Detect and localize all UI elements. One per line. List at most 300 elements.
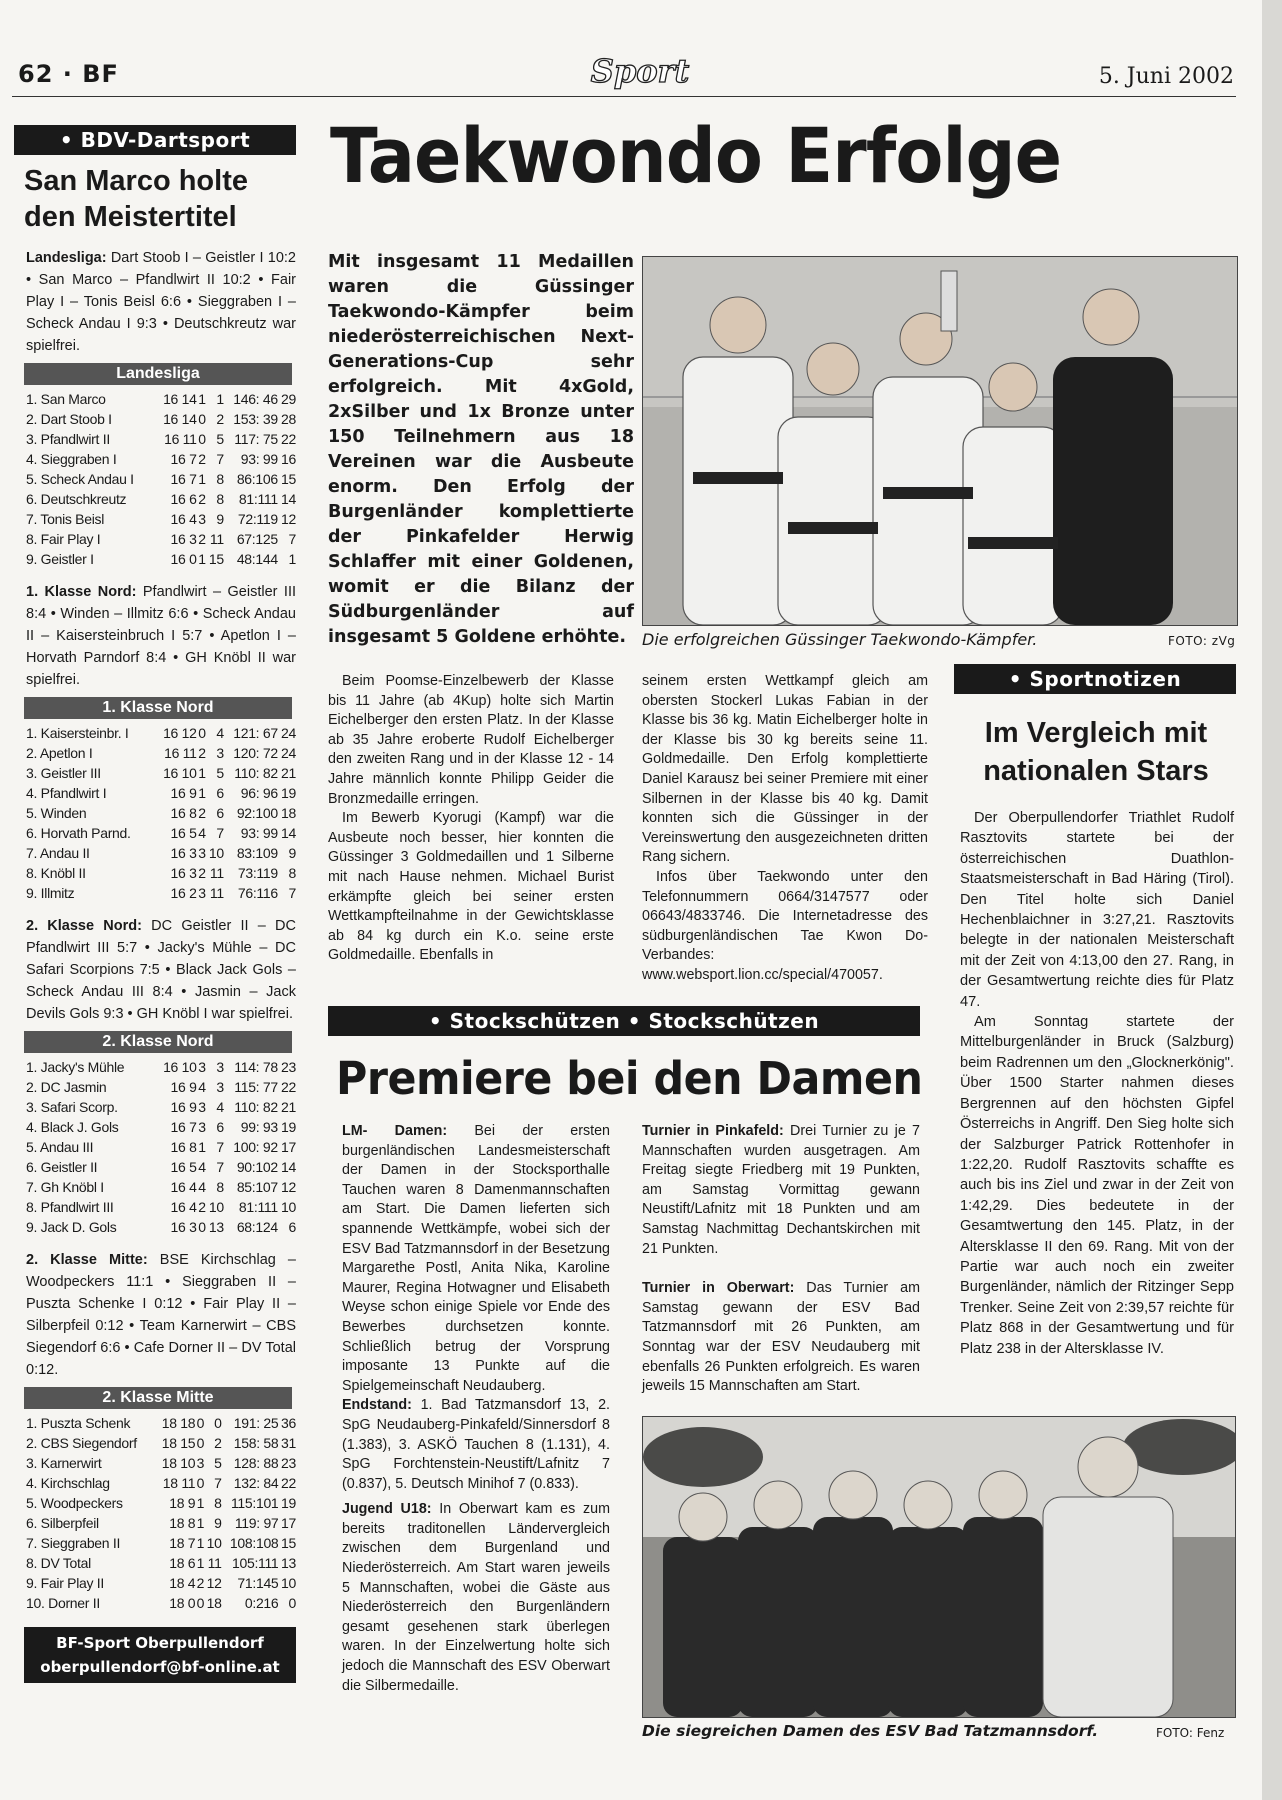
standings-cell: 21 xyxy=(281,1099,296,1115)
standings-cell: 76:116 xyxy=(237,885,278,901)
standings-cell: 11 xyxy=(207,1555,222,1571)
standings-row xyxy=(26,1533,296,1553)
standings-row xyxy=(26,1177,296,1197)
standings-cell: 96: 96 xyxy=(240,785,278,801)
standings-cell: 153: 39 xyxy=(233,411,278,427)
team-name: 1. Jacky's Mühle xyxy=(26,1059,125,1075)
standings-row xyxy=(26,1157,296,1177)
standings-cell: 24 xyxy=(281,745,296,761)
standings-cell: 105:111 xyxy=(231,1555,279,1571)
standings-cell: 68:124 xyxy=(236,1219,278,1235)
standings-row xyxy=(26,509,296,529)
taekwondo-photo-caption: Die erfolgreichen Güssinger Taekwondo-Kämpfer. xyxy=(642,630,1038,649)
taekwondo-photo-credit: FOTO: zVg xyxy=(1168,634,1236,648)
sportnotizen-text xyxy=(960,808,1234,1359)
standings-cell: 1 xyxy=(198,785,206,801)
standings-cell: 7 xyxy=(216,825,224,841)
standings-cell: 16 6 xyxy=(170,491,197,507)
stockschuetzen-column-2 xyxy=(642,1122,920,1397)
standings-row xyxy=(26,1197,296,1217)
standings-cell: 18 8 xyxy=(169,1515,196,1531)
standings-row xyxy=(26,1513,296,1533)
standings-cell: 7 xyxy=(216,451,224,467)
standings-cell: 117: 75 xyxy=(234,431,278,447)
standings-cell: 18 xyxy=(281,805,296,821)
standings-cell: 16 9 xyxy=(170,785,197,801)
team-name: 7. Tonis Beisl xyxy=(26,511,105,527)
standings-row xyxy=(26,1553,296,1573)
standings-cell: 17 xyxy=(281,1139,296,1155)
klasse-nord-1-results: 1. Klasse Nord: Pfandlwirt – Geistler III 8:4 • Winden – Illmitz 6:6 • Scheck Andau II – Kaisersteinbruch I 5:7 • Apetlon I – Horvath Parndorf 8:4 • GH Knöbl II war spielfrei. xyxy=(26,584,296,688)
standings-cell: 16 11 xyxy=(164,745,197,761)
standings-cell: 120: 72 xyxy=(233,745,278,761)
taekwondo-paragraph: Im Bewerb Kyorugi (Kampf) war die Ausbeute noch besser, hier konnten die Güssinger 3 Goldmedaillen und 1 Silberne mit nach Hause nehmen. Michael Burist erkämpfte gleich bei seiner ersten Wettkampfteilnahme in der Gewichtsklasse ab 84 kg durch ein K.o. seine erste Goldmedaille. Ebenfalls in xyxy=(328,810,614,964)
standings-cell: 4 xyxy=(198,1079,206,1095)
standings-cell: 16 3 xyxy=(170,865,197,881)
standings-cell: 1 xyxy=(288,551,296,567)
standings-cell: 2 xyxy=(214,1435,222,1451)
standings-cell: 28 xyxy=(281,411,296,427)
standings-cell: 121: 67 xyxy=(233,725,278,741)
standings-cell: 8 xyxy=(216,1179,224,1195)
standings-cell: 108:108 xyxy=(229,1535,279,1551)
team-name: 5. Andau III xyxy=(26,1139,94,1155)
team-name: 8. Fair Play I xyxy=(26,531,101,547)
header-rule xyxy=(12,96,1236,97)
team-name: 2. Dart Stoob I xyxy=(26,411,112,427)
klasse-nord-2-table-title: 2. Klasse Nord xyxy=(24,1031,292,1053)
standings-cell: 2 xyxy=(198,805,206,821)
standings-cell: 1 xyxy=(196,1555,205,1571)
standings-cell: 81:111 xyxy=(238,491,278,507)
team-name: 3. Safari Scorp. xyxy=(26,1099,118,1115)
stockschuetzen-photo xyxy=(642,1416,1236,1718)
standings-cell: 16 14 xyxy=(163,411,197,427)
standings-cell: 92:100 xyxy=(236,805,278,821)
standings-cell: 10 xyxy=(208,845,224,861)
team-name: 3. Geistler III xyxy=(26,765,101,781)
standings-cell: 2 xyxy=(198,745,206,761)
team-name: 7. Andau II xyxy=(26,845,90,861)
standings-cell: 71:145 xyxy=(237,1575,279,1591)
standings-cell: 16 10 xyxy=(163,765,197,781)
standings-cell: 15 xyxy=(281,471,296,487)
standings-cell: 16 9 xyxy=(170,1099,197,1115)
standings-cell: 18 xyxy=(206,1595,222,1611)
dartsport-headline: San Marco holte den Meistertitel xyxy=(24,165,248,233)
standings-cell: 16 xyxy=(281,451,296,467)
team-name: 9. Geistler I xyxy=(26,551,94,567)
standings-cell: 12 xyxy=(206,1575,222,1591)
standings-cell: 99: 93 xyxy=(240,1119,278,1135)
team-name: 9. Illmitz xyxy=(26,885,75,901)
standings-cell: 0 xyxy=(198,725,206,741)
standings-cell: 7 xyxy=(288,885,296,901)
standings-cell: 16 7 xyxy=(170,1119,197,1135)
standings-cell: 2 xyxy=(196,1575,205,1591)
standings-cell: 110: 82 xyxy=(234,765,278,781)
issue-date: 5. Juni 2002 xyxy=(1098,64,1234,89)
stock-paragraph: Turnier in Pinkafeld: Drei Turnier zu je 7 Mannschaften wurden ausgetragen. Am Freitag siegte Friedberg mit 19 Punkten, am Samstag Vormittag gewann Neustift/Lafnitz mit 18 Punkten und am Samstag Nachmittag Dechantskirchen mit 21 Punkten. xyxy=(642,1123,920,1257)
taekwondo-photo xyxy=(642,256,1238,626)
standings-row xyxy=(26,803,296,823)
landesliga-table xyxy=(26,389,296,569)
standings-cell: 100: 92 xyxy=(233,1139,278,1155)
standings-cell: 21 xyxy=(281,765,296,781)
standings-cell: 10 xyxy=(281,1575,296,1591)
standings-cell: 2 xyxy=(198,865,206,881)
standings-cell: 16 3 xyxy=(170,845,197,861)
standings-row xyxy=(26,1573,296,1593)
standings-cell: 16 5 xyxy=(170,825,197,841)
standings-cell: 22 xyxy=(281,1079,296,1095)
standings-cell: 3 xyxy=(198,1119,206,1135)
taekwondo-paragraph: Infos über Taekwondo unter den Telefonnummern 0664/3147577 oder 06643/4833746. Die Internetadresse des südburgenländischen Tae Kwon Do-Verbandes: www.websport.lion.cc/special/470057. xyxy=(642,868,928,983)
standings-cell: 5 xyxy=(216,765,224,781)
standings-cell: 8 xyxy=(216,471,224,487)
standings-cell: 16 8 xyxy=(170,1139,197,1155)
team-name: 6. Deutschkreutz xyxy=(26,491,127,507)
standings-cell: 72:119 xyxy=(237,511,278,527)
stock-paragraph: Endstand: 1. Bad Tatzmansdorf 13, 2. SpG Neudauberg-Pinkafeld/Sinnersdorf 8 (1.383), 3. ASKÖ Tauchen 8 (1.131), 4. SpG Forchtenstein-Neustift/Lafnitz 7 (0.837), 5. Deutsch Minihof 7 (0.833). xyxy=(342,1397,610,1492)
standings-cell: 23 xyxy=(281,1059,296,1075)
standings-row xyxy=(26,1057,296,1077)
standings-row xyxy=(26,1473,296,1493)
standings-cell: 115: 77 xyxy=(234,1079,278,1095)
standings-row xyxy=(26,1493,296,1513)
standings-row xyxy=(26,743,296,763)
standings-cell: 16 12 xyxy=(163,725,197,741)
standings-cell: 22 xyxy=(281,1475,296,1491)
standings-row xyxy=(26,1117,296,1137)
standings-cell: 3 xyxy=(216,1059,224,1075)
standings-cell: 119: 97 xyxy=(234,1515,279,1531)
standings-row xyxy=(26,763,296,783)
standings-cell: 85:107 xyxy=(236,1179,278,1195)
standings-cell: 7 xyxy=(216,1159,224,1175)
page-edge xyxy=(1262,0,1282,1800)
standings-cell: 16 9 xyxy=(170,1079,197,1095)
standings-cell: 90:102 xyxy=(236,1159,278,1175)
standings-cell: 0 xyxy=(196,1435,205,1451)
team-name: 7. Gh Knöbl I xyxy=(26,1179,104,1195)
standings-cell: 14 xyxy=(281,825,296,841)
standings-cell: 18 10 xyxy=(161,1455,196,1471)
standings-cell: 19 xyxy=(281,1495,296,1511)
standings-row xyxy=(26,409,296,429)
team-name: 10. Dorner II xyxy=(26,1595,100,1611)
standings-cell: 12 xyxy=(281,1179,296,1195)
standings-cell: 8 xyxy=(288,865,296,881)
stock-paragraph: Jugend U18: In Oberwart kam es zum bereits traditonellen Ländervergleich zwischen dem Burgenland und Niederösterreich. Am Start waren jeweils 5 Mannschaften, wobei die Gäste aus Niederösterreich den Burgenländern gesamt gesehenen stark überlegen waren. In der Einzelwertung holte sich jedoch die Mannschaft des ESV Oberwart die Silbermedaille. xyxy=(342,1501,610,1694)
standings-cell: 158: 58 xyxy=(233,1435,279,1451)
contact-name: BF-Sport Oberpullendorf xyxy=(56,1634,264,1652)
standings-cell: 73:119 xyxy=(237,865,278,881)
standings-cell: 13 xyxy=(281,1555,296,1571)
standings-cell: 16 4 xyxy=(170,1179,197,1195)
team-name: 5. Winden xyxy=(26,805,87,821)
standings-cell: 0 xyxy=(198,411,206,427)
standings-cell: 18 11 xyxy=(162,1475,196,1491)
standings-cell: 6 xyxy=(288,1219,296,1235)
standings-cell: 18 6 xyxy=(169,1555,196,1571)
standings-cell: 3 xyxy=(198,1059,206,1075)
standings-cell: 9 xyxy=(288,845,296,861)
standings-row xyxy=(26,883,296,903)
stockschuetzen-photo-credit: FOTO: Fenz xyxy=(1156,1726,1225,1740)
sportnotizen-headline: Im Vergleich mit nationalen Stars xyxy=(983,717,1209,787)
team-name: 8. DV Total xyxy=(26,1555,91,1571)
landesliga-results: Landesliga: Dart Stoob I – Geistler I 10:2 • San Marco – Pfandlwirt II 10:2 • Fair Play I – Tonis Beisl 6:6 • Sieggraben I – Scheck Andau I 9:3 • Deutschkreutz war spielfrei. xyxy=(26,250,296,354)
sportnotizen-paragraph: Der Oberpullendorfer Triathlet Rudolf Rasztovits startete bei der österreichischen Duathlon-Staatsmeisterschaft in Bad Häring (Tirol). Den Titel holte sich Daniel Hechenblaichner in 3:27,21. Rasztovits belegte in der nationalen Meisterschaft mit der Zeit von 4:13,00 den 27. Rang, in der Gesamtwertung reichte dies für Platz 47. xyxy=(960,810,1234,1010)
standings-cell: 16 4 xyxy=(170,1199,197,1215)
sportnotizen-bar: • Sportnotizen xyxy=(954,664,1236,694)
team-name: 1. Puszta Schenk xyxy=(26,1415,131,1431)
standings-row xyxy=(26,1453,296,1473)
team-name: 8. Pfandlwirt III xyxy=(26,1199,114,1215)
standings-cell: 83:109 xyxy=(236,845,278,861)
standings-cell: 5 xyxy=(214,1455,222,1471)
standings-cell: 11 xyxy=(209,531,224,547)
standings-cell: 110: 82 xyxy=(234,1099,278,1115)
standings-cell: 14 xyxy=(281,491,296,507)
page-number: 62 · BF xyxy=(18,60,119,88)
standings-cell: 16 7 xyxy=(170,471,197,487)
standings-row xyxy=(26,549,296,569)
stockschuetzen-column-1 xyxy=(342,1122,610,1696)
taekwondo-lede: Mit insgesamt 11 Medaillen waren die Güssinger Taekwondo-Kämpfer beim niederösterreichischen Next-Generations-Cup sehr erfolgreich. Mit 4xGold, 2xSilber und 1x Bronze unter 150 Teilnehmern aus 18 Vereinen war die Ausbeute enorm. Den Erfolg der Burgenländer komplettierte der Pinkafelder Herwig Schlaffer mit einer Goldenen, womit er die Bilanz der Südburgenländer auf insgesamt 5 Goldene erhöhte. xyxy=(328,252,634,647)
standings-cell: 93: 99 xyxy=(240,825,278,841)
standings-cell: 18 7 xyxy=(169,1535,196,1551)
standings-cell: 15 xyxy=(281,1535,296,1551)
standings-cell: 191: 25 xyxy=(233,1415,279,1431)
standings-cell: 8 xyxy=(214,1495,222,1511)
standings-cell: 2 xyxy=(198,451,206,467)
klasse-nord-2-results: 2. Klasse Nord: DC Geistler II – DC Pfandlwirt III 5:7 • Jacky's Mühle – DC Safari Scorpions 7:5 • Black Jack Gols – Scheck Andau III 8:4 • Jasmin – Jack Devils Gols 9:3 • GH Knöbl I war spielfrei. xyxy=(26,918,296,1022)
stock-paragraph: LM- Damen: Bei der ersten burgenländischen Landesmeisterschaft der Damen in der Stocksporthalle Tauchen waren 8 Damenmannschaften am Start. Die Damen lieferten sich spannende Wettkämpfe, wobei sich der ESV Bad Tatzmannsdorf in der Besetzung Margarethe Postl, Anita Nika, Karoline Maurer, Regina Hotwagner und Elisabeth Weyse schon einige Spiele vor Ende des Bewerbes durchsetzen konnte. Schließlich betrug der Vorsprung imposante 13 Punkte auf die Spielgemeinschaft Neudauberg. xyxy=(342,1123,611,1394)
team-name: 3. Pfandlwirt II xyxy=(26,431,110,447)
standings-cell: 3 xyxy=(216,745,224,761)
standings-cell: 132: 84 xyxy=(233,1475,279,1491)
standings-cell: 8 xyxy=(216,491,224,507)
standings-cell: 18 18 xyxy=(161,1415,196,1431)
contact-email[interactable]: oberpullendorf@bf-online.at xyxy=(40,1658,280,1676)
standings-cell: 4 xyxy=(216,1099,224,1115)
team-name: 4. Kirchschlag xyxy=(26,1475,110,1491)
standings-row xyxy=(26,489,296,509)
standings-row xyxy=(26,1077,296,1097)
standings-cell: 2 xyxy=(198,491,206,507)
standings-cell: 7 xyxy=(288,531,296,547)
stockschuetzen-photo-illustration xyxy=(643,1417,1235,1717)
klasse-mitte-2-table xyxy=(26,1413,296,1613)
standings-cell: 16 8 xyxy=(170,805,197,821)
standings-cell: 1 xyxy=(196,1535,205,1551)
team-name: 1. San Marco xyxy=(26,391,106,407)
stockschuetzen-bar: • Stockschützen • Stockschützen xyxy=(328,1006,920,1036)
standings-cell: 1 xyxy=(198,471,206,487)
standings-cell: 115:101 xyxy=(230,1495,279,1511)
standings-cell: 4 xyxy=(198,1159,206,1175)
standings-cell: 16 2 xyxy=(170,885,197,901)
standings-row xyxy=(26,389,296,409)
standings-cell: 1 xyxy=(196,1515,205,1531)
team-name: 2. Apetlon I xyxy=(26,745,93,761)
standings-cell: 0 xyxy=(214,1415,222,1431)
standings-row xyxy=(26,1217,296,1237)
standings-cell: 0 xyxy=(196,1595,205,1611)
standings-cell: 3 xyxy=(198,845,206,861)
standings-cell: 36 xyxy=(281,1415,296,1431)
standings-cell: 16 3 xyxy=(170,1219,197,1235)
standings-cell: 15 xyxy=(208,551,224,567)
taekwondo-paragraph: Beim Poomse-Einzelbewerb der Klasse bis 11 Jahre (ab 4Kup) holte sich Martin Eichelberger den ersten Platz. In der Klasse ab 35 Jahre eroberte Rudolf Eichelberger den zweiten Rang und in der Klasse 12 - 14 Jahre männlich konnte Philipp Geider die Bronzmedaille erringen. xyxy=(328,673,614,807)
stockschuetzen-headline: Premiere bei den Damen xyxy=(336,1052,923,1105)
sportnotizen-paragraph: Am Sonntag startete der Mittelburgenländer in Bruck (Salzburg) beim Radrennen um den „Glocknerkönig". Über 1500 Starter nahmen dieses Bergrennen auf den höchsten Gipfel Österreichs in Angriff. Den Sieg holte sich der Salzburger Patrick Rottenhofer in 1:22,20. Rudolf Rasztovits schaffte es auch bis ins Ziel und zwar in der Zeit von 1:42,29. Dies bedeutete in der Gesamtwertung den 145. Platz, in der Altersklasse II den 69. Rang. Mit von der Partie war auch noch ein zweiter Burgenländer, nämlich der Ritzinger Sepp Trenker. Seine Zeit von 2:39,57 reichte für Platz 868 in der Gesamtwertung und für Platz 238 in der Altersklasse IV. xyxy=(960,1014,1234,1357)
standings-cell: 0 xyxy=(198,431,206,447)
standings-cell: 19 xyxy=(281,1119,296,1135)
standings-row xyxy=(26,469,296,489)
team-name: 6. Geistler II xyxy=(26,1159,98,1175)
standings-cell: 16 5 xyxy=(170,1159,197,1175)
standings-cell: 16 10 xyxy=(163,1059,197,1075)
team-name: 9. Fair Play II xyxy=(26,1575,104,1591)
team-name: 2. CBS Siegendorf xyxy=(26,1435,137,1451)
standings-row xyxy=(26,429,296,449)
standings-cell: 14 xyxy=(281,1159,296,1175)
standings-cell: 0 xyxy=(196,1415,205,1431)
standings-cell: 1 xyxy=(198,391,206,407)
standings-cell: 22 xyxy=(281,431,296,447)
standings-cell: 18 15 xyxy=(161,1435,196,1451)
standings-cell: 16 4 xyxy=(170,511,197,527)
standings-cell: 23 xyxy=(281,1455,296,1471)
taekwondo-photo-illustration xyxy=(643,257,1237,625)
klasse-mitte-2-table-title: 2. Klasse Mitte xyxy=(24,1387,292,1409)
taekwondo-paragraph: seinem ersten Wettkampf gleich am obersten Stockerl Lukas Fabian in der Klasse bis 36 kg. Matin Eichelberger holte in der Klasse bis 30 kg bereits seine 11. Goldmedaille. Den Erfolg komplettierte Daniel Karausz bei seiner Premiere mit einer Silbernen in der Klasse bis 40 kg. Damit konnten sich die Güssinger in der Vereinswertung den ausgezeichneten dritten Rang sichern. xyxy=(642,673,928,866)
standings-cell: 17 xyxy=(281,1515,296,1531)
standings-cell: 16 3 xyxy=(170,531,197,547)
standings-cell: 9 xyxy=(214,1515,222,1531)
standings-cell: 16 14 xyxy=(163,391,197,407)
stock-paragraph: Turnier in Oberwart: Das Turnier am Samstag gewann der ESV Bad Tatzmannsdorf mit 26 Punkten, am Sonntag war der ESV Neudauberg mit ebenfalls 26 Punkten erfolgreich. Es waren jeweils 15 Mannschaften am Start. xyxy=(642,1280,920,1395)
standings-cell: 0 xyxy=(288,1595,296,1611)
taekwondo-column-2 xyxy=(642,672,928,986)
standings-cell: 0 xyxy=(196,1475,205,1491)
standings-cell: 146: 46 xyxy=(233,391,278,407)
standings-cell: 0 xyxy=(198,1219,206,1235)
standings-cell: 86:106 xyxy=(236,471,278,487)
contact-box xyxy=(24,1627,296,1683)
standings-cell: 3 xyxy=(198,511,206,527)
team-name: 5. Woodpeckers xyxy=(26,1495,123,1511)
standings-cell: 1 xyxy=(198,765,206,781)
standings-cell: 1 xyxy=(216,391,224,407)
team-name: 6. Silberpfeil xyxy=(26,1515,99,1531)
standings-cell: 7 xyxy=(216,1139,224,1155)
standings-cell: 2 xyxy=(216,411,224,427)
standings-cell: 3 xyxy=(216,1079,224,1095)
standings-cell: 6 xyxy=(216,785,224,801)
standings-cell: 18 4 xyxy=(169,1575,196,1591)
dartsport-column xyxy=(14,125,296,1683)
stockschuetzen-photo-caption: Die siegreichen Damen des ESV Bad Tatzmannsdorf. xyxy=(642,1722,1099,1740)
standings-cell: 16 11 xyxy=(164,431,197,447)
standings-cell: 16 0 xyxy=(170,551,197,567)
standings-cell: 5 xyxy=(216,431,224,447)
standings-cell: 18 0 xyxy=(169,1595,196,1611)
standings-cell: 6 xyxy=(216,1119,224,1135)
standings-cell: 18 9 xyxy=(169,1495,196,1511)
taekwondo-column-1 xyxy=(328,672,614,966)
team-name: 4. Sieggraben I xyxy=(26,451,117,467)
standings-cell: 81:111 xyxy=(238,1199,278,1215)
standings-cell: 2 xyxy=(198,531,206,547)
landesliga-table-title: Landesliga xyxy=(24,363,292,385)
standings-cell: 10 xyxy=(208,1199,224,1215)
standings-cell: 12 xyxy=(281,511,296,527)
standings-cell: 67:125 xyxy=(236,531,278,547)
standings-cell: 16 7 xyxy=(170,451,197,467)
klasse-nord-1-table-title: 1. Klasse Nord xyxy=(24,697,292,719)
team-name: 4. Black J. Gols xyxy=(26,1119,119,1135)
standings-cell: 29 xyxy=(281,391,296,407)
standings-row xyxy=(26,723,296,743)
standings-cell: 31 xyxy=(281,1435,296,1451)
standings-row xyxy=(26,1097,296,1117)
team-name: 2. DC Jasmin xyxy=(26,1079,107,1095)
klasse-mitte-2-results: 2. Klasse Mitte: BSE Kirchschlag – Woodpeckers 11:1 • Sieggraben II – Puszta Schenke I 0:12 • Fair Play II – Silberpfeil 0:12 • Team Karnerwirt – CBS Siegendorf 6:6 • Cafe Dorner II – DV Total 0:12. xyxy=(26,1252,296,1378)
standings-cell: 4 xyxy=(198,1179,206,1195)
standings-cell: 3 xyxy=(198,885,206,901)
standings-cell: 93: 99 xyxy=(240,451,278,467)
standings-cell: 1 xyxy=(196,1495,205,1511)
team-name: 8. Knöbl II xyxy=(26,865,86,881)
standings-row xyxy=(26,529,296,549)
team-name: 5. Scheck Andau I xyxy=(26,471,134,487)
standings-cell: 10 xyxy=(206,1535,222,1551)
team-name: 9. Jack D. Gols xyxy=(26,1219,117,1235)
standings-cell: 0:216 xyxy=(244,1595,279,1611)
standings-row xyxy=(26,823,296,843)
taekwondo-headline: Taekwondo Erfolge xyxy=(330,111,1062,200)
team-name: 3. Karnerwirt xyxy=(26,1455,102,1471)
standings-cell: 114: 78 xyxy=(234,1059,278,1075)
section-title: Sport xyxy=(590,52,690,90)
standings-row xyxy=(26,1593,296,1613)
standings-row xyxy=(26,1413,296,1433)
klasse-nord-1-table xyxy=(26,723,296,903)
standings-cell: 7 xyxy=(214,1475,222,1491)
team-name: 1. Kaisersteinbr. I xyxy=(26,725,129,741)
standings-cell: 2 xyxy=(198,1199,206,1215)
standings-row xyxy=(26,1433,296,1453)
standings-cell: 4 xyxy=(216,725,224,741)
standings-cell: 128: 88 xyxy=(233,1455,279,1471)
standings-cell: 9 xyxy=(216,511,224,527)
standings-cell: 3 xyxy=(196,1455,205,1471)
standings-cell: 24 xyxy=(281,725,296,741)
dartsport-bar: • BDV-Dartsport xyxy=(14,125,296,155)
standings-cell: 11 xyxy=(209,865,224,881)
standings-cell: 1 xyxy=(198,551,206,567)
team-name: 4. Pfandlwirt I xyxy=(26,785,107,801)
team-name: 7. Sieggraben II xyxy=(26,1535,121,1551)
standings-cell: 13 xyxy=(208,1219,224,1235)
standings-cell: 11 xyxy=(209,885,224,901)
standings-row xyxy=(26,843,296,863)
standings-cell: 19 xyxy=(281,785,296,801)
